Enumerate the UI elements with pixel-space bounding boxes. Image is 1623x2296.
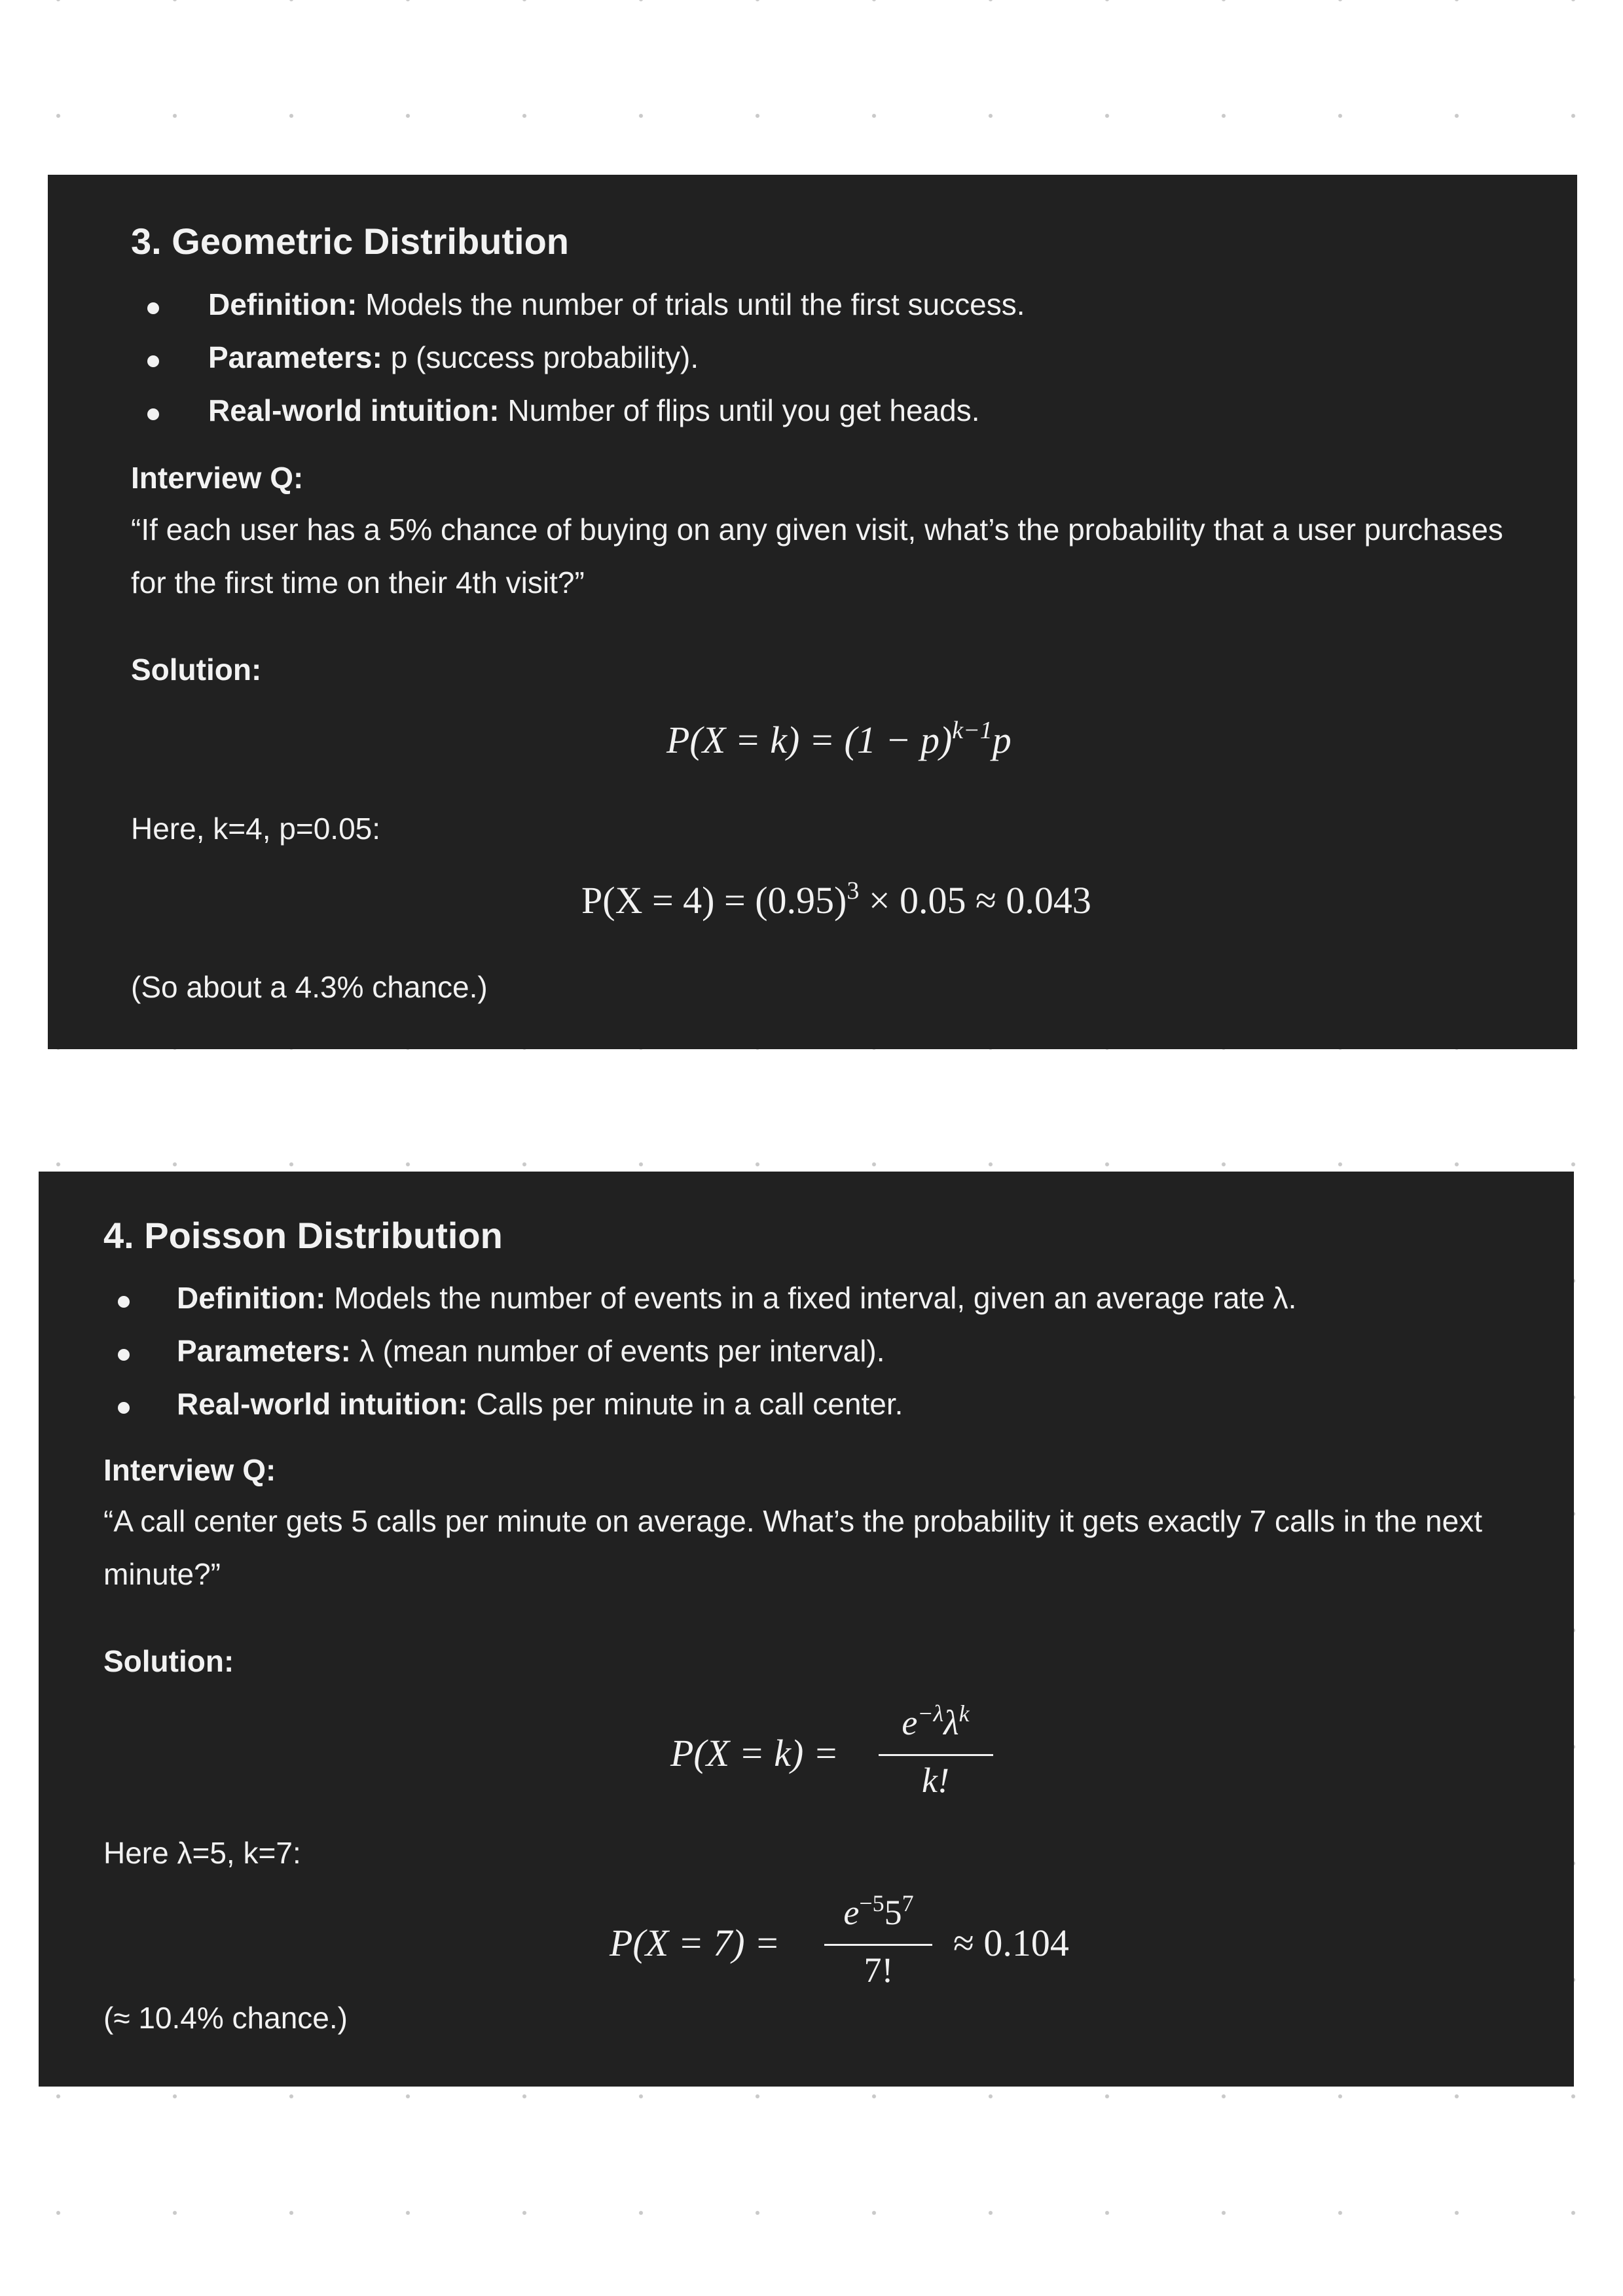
conclusion-text: (≈ 10.4% chance.) xyxy=(103,2001,348,2035)
fraction-bar xyxy=(824,1944,932,1946)
fraction-numerator: $e^{-\lambda}\lambda^k$ xyxy=(902,1700,970,1742)
interview-question: “A call center gets 5 calls per minute on average. What’s the probability it gets exactly 7 calls in the next minute?” xyxy=(103,1504,1483,1591)
given-values-text: Here, k=4, p=0.05: xyxy=(131,812,381,846)
bullet-icon xyxy=(118,1349,130,1361)
fraction-denominator: 7! xyxy=(864,1950,894,1990)
poisson-distribution-card xyxy=(39,1172,1574,2087)
interview-question: “If each user has a 5% chance of buying on any given visit, what’s the probability that a user purchases for the first time on their 4th visit?” xyxy=(131,512,1503,600)
intuition-text: Calls per minute in a call center. xyxy=(467,1387,903,1421)
intuition-label: Real-world intuition: xyxy=(177,1387,468,1421)
parameters-label: Parameters: xyxy=(208,340,382,374)
definition-label: Definition: xyxy=(208,287,357,321)
interview-label: Interview Q: xyxy=(103,1453,276,1487)
intuition-label: Real-world intuition: xyxy=(208,393,500,427)
definition-text: Models the number of trials until the first success. xyxy=(357,287,1025,321)
section-heading: 3. Geometric Distribution xyxy=(131,221,569,262)
geometric-pmf-formula: $P(X = k) = (1 - p)^{k-1}p$ xyxy=(666,717,1012,761)
intuition-text: Number of flips until you get heads. xyxy=(499,393,980,427)
definition-label: Definition: xyxy=(177,1281,326,1315)
poisson-calculation-lhs: P(X = 7) = xyxy=(610,1922,780,1964)
geometric-distribution-card xyxy=(48,175,1577,1049)
bullet-icon xyxy=(147,355,159,367)
fraction-bar xyxy=(879,1754,993,1756)
poisson-pmf-lhs: P(X = k) = xyxy=(670,1732,839,1774)
fraction-numerator: $e^{-5}5^7$ xyxy=(843,1890,914,1932)
poisson-calculation-fraction xyxy=(810,1890,947,1993)
parameters-label: Parameters: xyxy=(177,1334,351,1368)
bullet-icon xyxy=(147,302,159,314)
bullet-icon xyxy=(118,1296,130,1308)
bullet-icon xyxy=(118,1402,130,1414)
given-values-text: Here λ=5, k=7: xyxy=(103,1836,301,1870)
fraction-denominator: k! xyxy=(922,1761,949,1800)
solution-label: Solution: xyxy=(103,1644,234,1678)
parameters-text: λ (mean number of events per interval). xyxy=(350,1334,885,1368)
interview-label: Interview Q: xyxy=(131,461,304,495)
bullet-icon xyxy=(147,408,159,420)
geometric-calculation: $P(X = 4) = (0.95)^3 \times 0.05 \approx 0.043$ xyxy=(581,877,1091,922)
poisson-calculation-result: ≈ 0.104 xyxy=(953,1922,1069,1964)
solution-label: Solution: xyxy=(131,653,262,687)
definition-text: Models the number of events in a fixed interval, given an average rate λ. xyxy=(325,1281,1297,1315)
section-heading: 4. Poisson Distribution xyxy=(103,1215,503,1256)
poisson-pmf-fraction xyxy=(860,1700,1011,1803)
parameters-text: p (success probability). xyxy=(382,340,699,374)
conclusion-text: (So about a 4.3% chance.) xyxy=(131,970,488,1004)
